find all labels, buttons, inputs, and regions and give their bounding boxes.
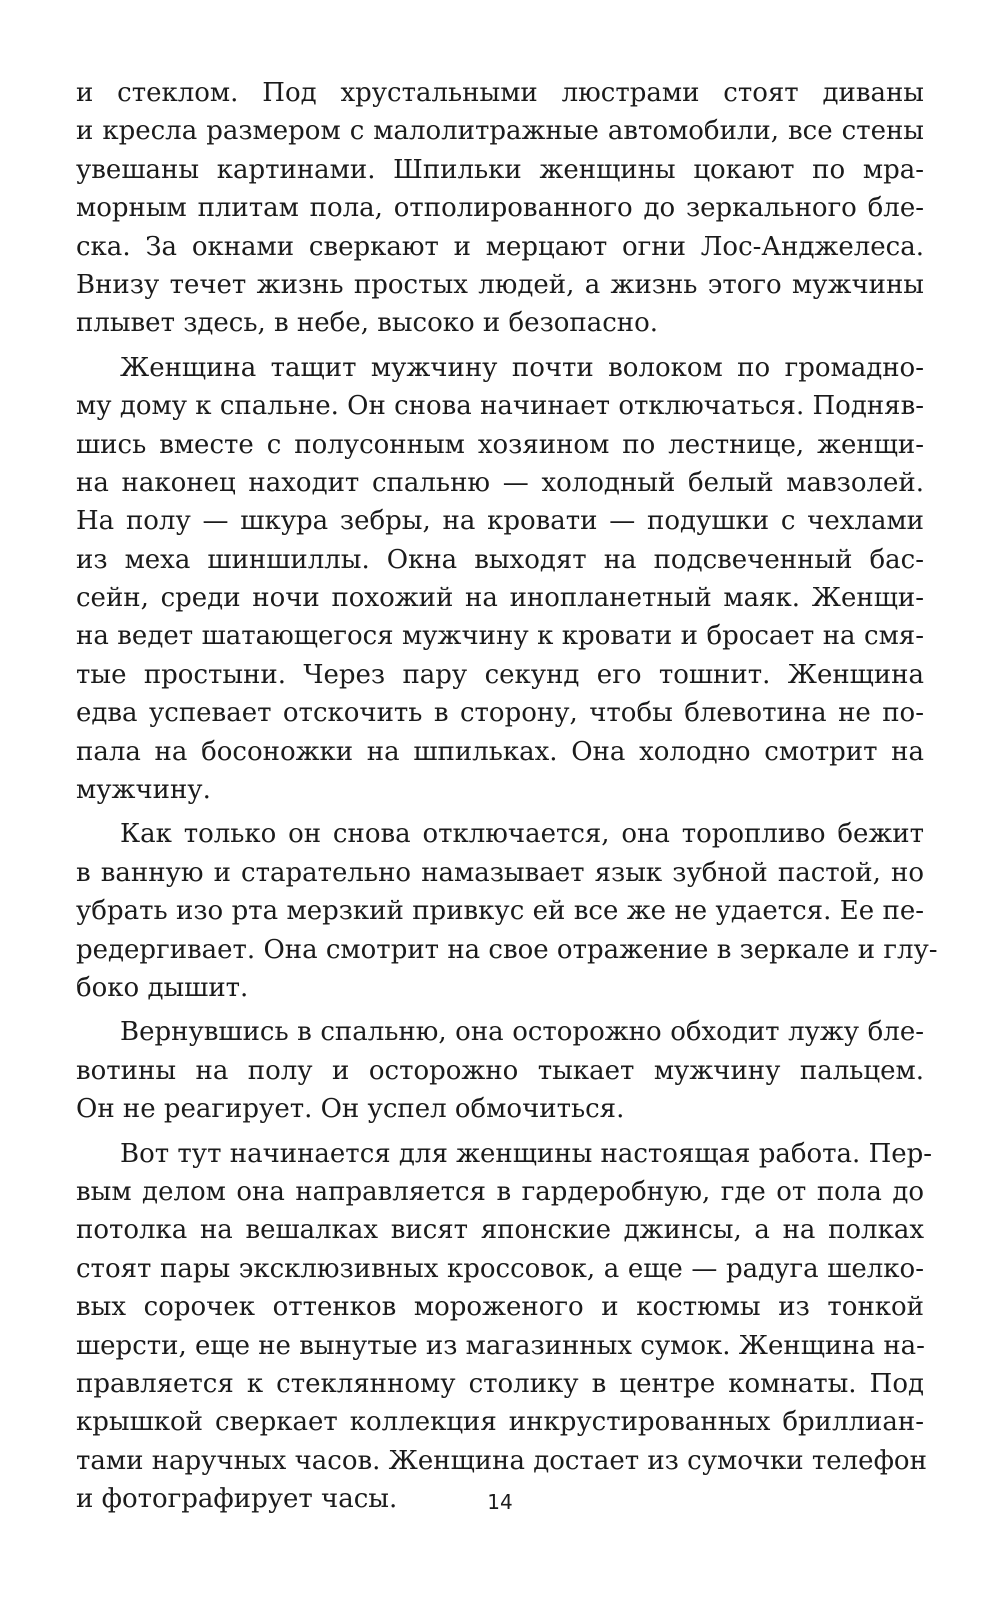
body-text <box>76 74 938 1518</box>
text-line: в ванную и старательно намазывает язык зубной пастой, но <box>76 857 924 888</box>
text-line: мужчину. <box>76 775 211 806</box>
text-line: ска. За окнами сверкают и мерцают огни Лос-Анджелеса. <box>76 231 924 262</box>
text-line: на ведет шатающегося мужчину к кровати и бросает на смя- <box>76 621 924 652</box>
text-line: на наконец находит спальню — холодный белый мавзолей. <box>76 467 924 498</box>
text-line: и кресла размером с малолитражные автомобили, все стены <box>76 116 924 147</box>
text-line: вым делом она направляется в гардеробную, где от пола до <box>76 1176 924 1207</box>
text-line: Как только он снова отключается, она торопливо бежит <box>120 819 924 850</box>
text-line: Он не реагирует. Он успел обмочиться. <box>76 1094 625 1125</box>
text-line: сейн, среди ночи похожий на инопланетный маяк. Женщи- <box>76 583 924 614</box>
paragraph <box>76 1013 924 1128</box>
paragraph <box>76 349 924 810</box>
text-line: Вот тут начинается для женщины настоящая работа. Пер- <box>120 1138 933 1169</box>
text-line: шись вместе с полусонным хозяином по лестнице, женщи- <box>76 429 924 460</box>
text-line: морным плитам пола, отполированного до зеркального бле- <box>76 193 924 224</box>
text-line: плывет здесь, в небе, высоко и безопасно. <box>76 308 659 339</box>
text-line: из меха шиншиллы. Окна выходят на подсвеченный бас- <box>76 544 924 575</box>
text-line: убрать изо рта мерзкий привкус ей все же не удается. Ее пе- <box>76 896 924 927</box>
text-line: На полу — шкура зебры, на кровати — подушки с чехлами <box>76 506 924 537</box>
text-line: тами наручных часов. Женщина достает из сумочки телефон <box>76 1445 927 1476</box>
text-line: редергивает. Она смотрит на свое отражение в зеркале и глу- <box>76 934 938 965</box>
text-line: увешаны картинами. Шпильки женщины цокают по мра- <box>76 154 924 185</box>
text-line: боко дышит. <box>76 972 249 1003</box>
text-line: Женщина тащит мужчину почти волоком по громадно- <box>120 352 924 383</box>
text-line: стоят пары эксклюзивных кроссовок, а еще — радуга шелко- <box>76 1253 924 1284</box>
paragraph <box>76 815 938 1007</box>
paragraph <box>76 74 924 343</box>
text-line: шерсти, еще не вынутые из магазинных сумок. Женщина на- <box>76 1330 925 1361</box>
text-line: едва успевает отскочить в сторону, чтобы блевотина не по- <box>76 698 924 729</box>
text-line: му дому к спальне. Он снова начинает отключаться. Подняв- <box>76 391 924 422</box>
page-number: 14 <box>487 1490 513 1514</box>
text-line: и стеклом. Под хрустальными люстрами стоят диваны <box>76 78 924 108</box>
paragraph <box>76 1135 933 1519</box>
text-line: крышкой сверкает коллекция инкрустированных бриллиан- <box>76 1407 924 1438</box>
text-line: и фотографирует часы. <box>76 1484 398 1515</box>
text-line: Вернувшись в спальню, она осторожно обходит лужу бле- <box>120 1017 924 1048</box>
text-line: вотины на полу и осторожно тыкает мужчину пальцем. <box>76 1055 924 1086</box>
text-line: правляется к стеклянному столику в центре комнаты. Под <box>76 1368 924 1399</box>
text-line: Внизу течет жизнь простых людей, а жизнь этого мужчины <box>76 269 924 300</box>
text-line: пала на босоножки на шпильках. Она холодно смотрит на <box>76 736 924 767</box>
text-line: вых сорочек оттенков мороженого и костюмы из тонкой <box>76 1292 924 1323</box>
text-line: потолка на вешалках висят японские джинсы, а на полках <box>76 1215 924 1246</box>
text-line: тые простыни. Через пару секунд его тошнит. Женщина <box>76 659 924 690</box>
